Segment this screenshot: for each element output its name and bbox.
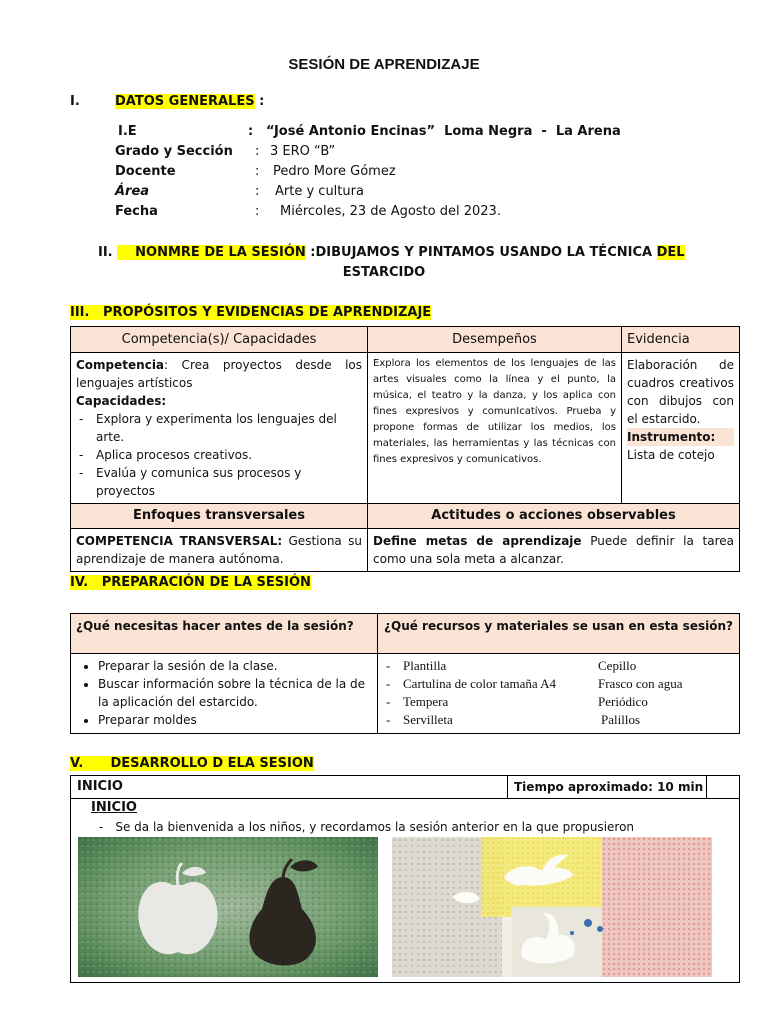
section-2-value-del: DEL xyxy=(656,245,685,260)
instrumento-value: Lista de cotejo xyxy=(627,448,715,462)
datos-value-grado: 3 ERO “B” xyxy=(270,144,336,159)
desempenos-cell: Explora los elementos de los lenguajes de las artes visuales como la línea y el punto, la música, el teatro y la danza, y los aplica con fines expresivos y comunIcatívos. Prueba y propone formas de utilizar los medios, los materiales, las herramientas y las técnicas con fines expresivos y comunicativos. xyxy=(368,353,622,504)
section-2 xyxy=(98,245,738,260)
competencia-label: Competencia xyxy=(76,358,165,372)
datos-value-fecha: Miércoles, 23 de Agosto del 2023. xyxy=(280,204,501,219)
inicio-header-row xyxy=(71,776,739,799)
evidencia-text: Elaboración de cuadros creativos con dibujos con el estarcido. xyxy=(627,358,734,426)
datos-label-fecha: Fecha xyxy=(115,204,158,219)
col-header-recursos: ¿Qué recursos y materiales se usan en esta sesión? xyxy=(378,614,740,654)
list-item: Periódico xyxy=(598,694,648,709)
transversal-label: COMPETENCIA TRANSVERSAL: xyxy=(76,534,283,548)
antes-list xyxy=(76,657,372,729)
list-item: • Preparar moldes xyxy=(98,711,372,729)
datos-value-docente: Pedro More Gómez xyxy=(273,164,396,179)
col-header-antes: ¿Qué necesitas hacer antes de la sesión? xyxy=(71,614,378,654)
section-3-heading-text: III. PROPÓSITOS Y EVIDENCIAS DE APRENDIZAJE xyxy=(70,305,432,320)
evidencia-cell xyxy=(622,353,740,504)
datos-value-area: Arte y cultura xyxy=(275,184,364,199)
section-3-heading xyxy=(70,305,431,320)
fruits-stencil-image xyxy=(78,837,378,977)
col-header-actitudes: Actitudes o acciones observables xyxy=(368,504,740,529)
datos-label-area: Área xyxy=(115,184,150,199)
recursos-list-left xyxy=(383,657,598,729)
datos-sep: : xyxy=(255,164,260,179)
datos-sep: : xyxy=(255,184,260,199)
col-header-evidencia: Evidencia xyxy=(622,327,740,353)
datos-value-ie: “José Antonio Encinas” Loma Negra - La Arena xyxy=(266,124,621,139)
stencil-photo-birds xyxy=(392,837,712,977)
section-5-heading-text: V. DESARROLLO D ELA SESION xyxy=(70,756,314,771)
propositos-table xyxy=(70,326,740,572)
tiempo-cell xyxy=(507,776,707,798)
section-1-heading xyxy=(115,94,264,109)
capacidades-label: Capacidades: xyxy=(76,394,167,408)
stencil-photo-fruits xyxy=(78,837,378,977)
actitud-text: Puede definir la tarea como una sola meta a alcanzar. xyxy=(373,534,734,566)
competencias-cell xyxy=(71,353,368,504)
page-title: SESIÓN DE APRENDIZAJE xyxy=(288,56,480,73)
competencia-text: : Crea proyectos desde los lenguajes artísticos xyxy=(76,358,362,390)
instrumento-label: Instrumento: xyxy=(627,428,734,446)
recursos-cell xyxy=(378,654,740,734)
col-header-desempenos: Desempeños xyxy=(368,327,622,353)
tiempo-text: Tiempo aproximado: 10 min xyxy=(514,780,704,794)
datos-label-grado: Grado y Sección xyxy=(115,144,233,159)
inicio-title: INICIO xyxy=(91,800,137,815)
col-header-competencias: Competencia(s)/ Capacidades xyxy=(71,327,368,353)
section-1-heading-colon: : xyxy=(259,94,265,109)
capacidades-list xyxy=(76,410,362,500)
list-item: - Explora y experimenta los lenguajes del arte. xyxy=(76,410,362,446)
section-1-number: I. xyxy=(70,94,80,109)
transversal-text: Gestiona su aprendizaje de manera autónoma. xyxy=(76,534,362,566)
datos-label-ie: I.E xyxy=(118,124,137,139)
inicio-text: - Se da la bienvenida a los niños, y recordamos la sesión anterior en la que propusieron xyxy=(99,820,635,834)
list-item: Frasco con agua xyxy=(598,676,683,691)
section-2-value-cont: ESTARCIDO xyxy=(342,265,426,280)
list-item: - Tempera xyxy=(383,693,598,711)
inicio-text-content: Se da la bienvenida a los niños, y recordamos la sesión anterior en la que propusieron xyxy=(115,820,635,834)
inicio-header: INICIO xyxy=(77,779,123,794)
col-header-enfoques: Enfoques transversales xyxy=(71,504,368,529)
list-item: - Servilleta xyxy=(383,711,598,729)
section-2-label: NONMRE DE LA SESIÓN xyxy=(117,245,306,260)
transversal-cell xyxy=(71,529,368,572)
section-5-heading xyxy=(70,756,314,771)
recursos-columns xyxy=(383,657,734,729)
section-1-heading-text: DATOS GENERALES xyxy=(115,94,255,109)
antes-cell xyxy=(71,654,378,734)
list-item: Palillos xyxy=(601,712,641,727)
datos-sep: : xyxy=(255,204,260,219)
list-item: - Evalúa y comunica sus procesos y proyectos xyxy=(76,464,362,500)
list-item: • Buscar información sobre la técnica de la de la aplicación del estarcido. xyxy=(98,675,372,711)
actitud-cell xyxy=(368,529,740,572)
datos-label-docente: Docente xyxy=(115,164,176,179)
list-item: - Plantilla xyxy=(383,657,598,675)
section-2-number: II. xyxy=(98,245,113,260)
section-4-heading xyxy=(70,575,311,590)
list-item: - Aplica procesos creativos. xyxy=(76,446,362,464)
actitud-label: Define metas de aprendizaje xyxy=(373,534,582,548)
recursos-list-right xyxy=(598,657,682,729)
section-4-heading-text: IV. PREPARACIÓN DE LA SESIÓN xyxy=(70,575,311,590)
list-item: • Preparar la sesión de la clase. xyxy=(98,657,372,675)
datos-sep: : xyxy=(255,144,260,159)
birds-stencil-image xyxy=(392,837,712,977)
datos-sep: : xyxy=(248,124,254,139)
competencia-line xyxy=(76,356,362,392)
section-2-value: :DIBUJAMOS Y PINTAMOS USANDO LA TÉCNICA xyxy=(310,245,653,260)
list-item: Cepillo xyxy=(598,658,637,673)
list-item: - Cartulina de color tamaña A4 xyxy=(383,675,598,693)
preparacion-table xyxy=(70,613,740,734)
